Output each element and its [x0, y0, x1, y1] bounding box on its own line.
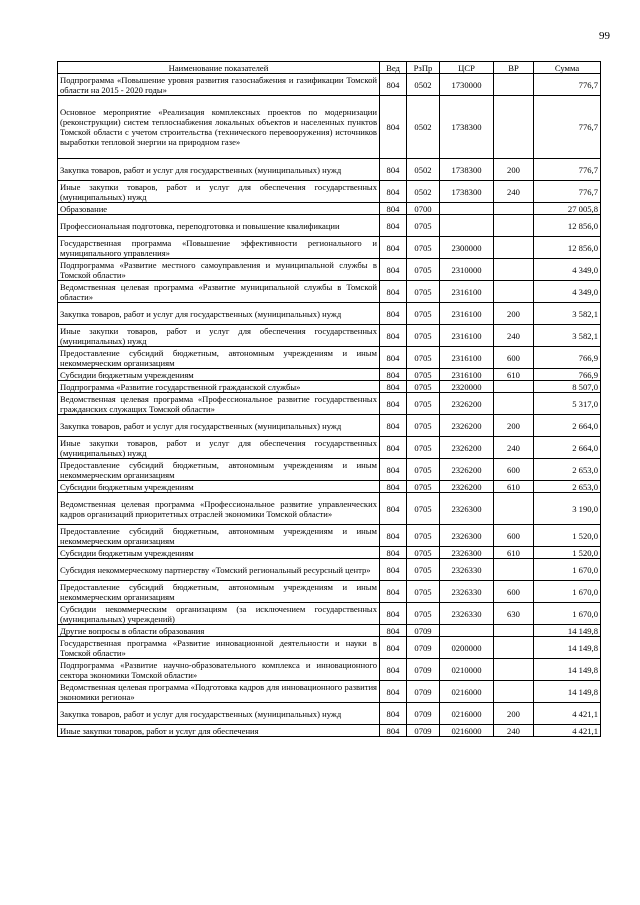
- cell-rzpr: 0705: [407, 393, 440, 415]
- cell-name: Иные закупки товаров, работ и услуг для обеспечения государственных (муниципальных) нужд: [58, 181, 380, 203]
- cell-csr: 2316100: [440, 325, 494, 347]
- cell-ved: 804: [380, 96, 407, 159]
- cell-csr: [440, 215, 494, 237]
- cell-name: Подпрограмма «Развитие государственной гражданской службы»: [58, 381, 380, 393]
- cell-rzpr: 0705: [407, 415, 440, 437]
- cell-name: Субсидии бюджетным учреждениям: [58, 369, 380, 381]
- cell-name: Закупка товаров, работ и услуг для государственных (муниципальных) нужд: [58, 703, 380, 725]
- cell-sum: 776,7: [534, 74, 601, 96]
- cell-sum: 5 317,0: [534, 393, 601, 415]
- cell-ved: 804: [380, 581, 407, 603]
- cell-csr: 0210000: [440, 659, 494, 681]
- cell-sum: 776,7: [534, 159, 601, 181]
- cell-vr: [494, 381, 534, 393]
- cell-ved: 804: [380, 625, 407, 637]
- cell-rzpr: 0705: [407, 525, 440, 547]
- cell-ved: 804: [380, 703, 407, 725]
- table-row: [58, 547, 601, 559]
- cell-csr: 2326330: [440, 581, 494, 603]
- cell-vr: 200: [494, 703, 534, 725]
- table-row: [58, 493, 601, 525]
- table-row: [58, 159, 601, 181]
- cell-sum: 27 005,8: [534, 203, 601, 215]
- cell-sum: 4 421,1: [534, 725, 601, 737]
- cell-rzpr: 0502: [407, 181, 440, 203]
- cell-vr: [494, 493, 534, 525]
- table-row: [58, 325, 601, 347]
- page-number: 99: [599, 30, 610, 42]
- cell-vr: 600: [494, 459, 534, 481]
- cell-ved: 804: [380, 415, 407, 437]
- cell-name: Образование: [58, 203, 380, 215]
- cell-rzpr: 0502: [407, 74, 440, 96]
- cell-csr: 2326330: [440, 559, 494, 581]
- table-body: [58, 74, 601, 737]
- cell-vr: [494, 237, 534, 259]
- table-row: [58, 347, 601, 369]
- header-sum: Сумма: [534, 62, 601, 74]
- table-row: [58, 681, 601, 703]
- cell-vr: [494, 393, 534, 415]
- cell-sum: 12 856,0: [534, 215, 601, 237]
- cell-vr: 240: [494, 437, 534, 459]
- cell-name: Государственная программа «Развитие инновационной деятельности и науки в Томской области»: [58, 637, 380, 659]
- cell-name: Подпрограмма «Развитие местного самоуправления и муниципальной службы в Томской области»: [58, 259, 380, 281]
- cell-name: Субсидии бюджетным учреждениям: [58, 481, 380, 493]
- cell-vr: 240: [494, 725, 534, 737]
- cell-csr: 2316100: [440, 303, 494, 325]
- cell-rzpr: 0705: [407, 281, 440, 303]
- cell-sum: 766,9: [534, 347, 601, 369]
- cell-csr: 0216000: [440, 681, 494, 703]
- cell-ved: 804: [380, 603, 407, 625]
- cell-rzpr: 0705: [407, 547, 440, 559]
- cell-csr: 2300000: [440, 237, 494, 259]
- cell-sum: 3 582,1: [534, 325, 601, 347]
- cell-sum: 776,7: [534, 181, 601, 203]
- table-row: [58, 203, 601, 215]
- cell-sum: 14 149,8: [534, 681, 601, 703]
- cell-csr: [440, 625, 494, 637]
- cell-csr: 0216000: [440, 703, 494, 725]
- cell-rzpr: 0709: [407, 625, 440, 637]
- header-vr: ВР: [494, 62, 534, 74]
- cell-csr: 2326200: [440, 415, 494, 437]
- cell-rzpr: 0705: [407, 325, 440, 347]
- cell-vr: 600: [494, 581, 534, 603]
- cell-vr: 610: [494, 547, 534, 559]
- cell-name: Иные закупки товаров, работ и услуг для обеспечения государственных (муниципальных) нужд: [58, 325, 380, 347]
- cell-rzpr: 0705: [407, 215, 440, 237]
- cell-vr: [494, 259, 534, 281]
- cell-csr: 1738300: [440, 96, 494, 159]
- cell-csr: 2326200: [440, 481, 494, 493]
- cell-sum: 3 190,0: [534, 493, 601, 525]
- table-row: [58, 437, 601, 459]
- table-row: [58, 603, 601, 625]
- cell-sum: 8 507,0: [534, 381, 601, 393]
- cell-csr: 2326300: [440, 493, 494, 525]
- cell-name: Субсидии некоммерческим организациям (за исключением государственных (муниципальных) учреждений): [58, 603, 380, 625]
- table-row: [58, 303, 601, 325]
- cell-name: Субсидии бюджетным учреждениям: [58, 547, 380, 559]
- table-row: [58, 581, 601, 603]
- cell-ved: 804: [380, 325, 407, 347]
- cell-name: Закупка товаров, работ и услуг для государственных (муниципальных) нужд: [58, 415, 380, 437]
- cell-vr: [494, 681, 534, 703]
- cell-rzpr: 0709: [407, 659, 440, 681]
- cell-rzpr: 0502: [407, 159, 440, 181]
- cell-name: Предоставление субсидий бюджетным, автономным учреждениям и иным некоммерческим организациям: [58, 581, 380, 603]
- cell-name: Закупка товаров, работ и услуг для государственных (муниципальных) нужд: [58, 159, 380, 181]
- cell-rzpr: 0705: [407, 381, 440, 393]
- cell-csr: 2326330: [440, 603, 494, 625]
- cell-csr: [440, 203, 494, 215]
- table-row: [58, 559, 601, 581]
- cell-ved: 804: [380, 547, 407, 559]
- cell-csr: 0200000: [440, 637, 494, 659]
- cell-sum: 2 653,0: [534, 481, 601, 493]
- cell-rzpr: 0705: [407, 459, 440, 481]
- cell-name: Ведомственная целевая программа «Профессиональное развитие управленческих кадров организаций приоритетных отраслей экономики Томской области»: [58, 493, 380, 525]
- table-row: [58, 659, 601, 681]
- cell-vr: [494, 74, 534, 96]
- cell-csr: 2316100: [440, 281, 494, 303]
- cell-name: Ведомственная целевая программа «Развитие муниципальной службы в Томской области»: [58, 281, 380, 303]
- cell-name: Иные закупки товаров, работ и услуг для обеспечения: [58, 725, 380, 737]
- cell-vr: 200: [494, 303, 534, 325]
- cell-sum: 4 349,0: [534, 281, 601, 303]
- cell-csr: 1738300: [440, 159, 494, 181]
- cell-name: Профессиональная подготовка, переподготовка и повышение квалификации: [58, 215, 380, 237]
- cell-sum: 2 653,0: [534, 459, 601, 481]
- table-header-row: [58, 62, 601, 74]
- table-row: [58, 637, 601, 659]
- cell-csr: 2326200: [440, 437, 494, 459]
- cell-ved: 804: [380, 203, 407, 215]
- cell-ved: 804: [380, 303, 407, 325]
- cell-csr: 2316100: [440, 347, 494, 369]
- cell-vr: 610: [494, 481, 534, 493]
- cell-rzpr: 0705: [407, 369, 440, 381]
- cell-name: Закупка товаров, работ и услуг для государственных (муниципальных) нужд: [58, 303, 380, 325]
- cell-vr: [494, 215, 534, 237]
- cell-name: Государственная программа «Повышение эффективности регионального и муниципального управления»: [58, 237, 380, 259]
- table-row: [58, 237, 601, 259]
- table-row: [58, 725, 601, 737]
- cell-sum: 776,7: [534, 96, 601, 159]
- cell-ved: 804: [380, 237, 407, 259]
- cell-csr: 2326200: [440, 393, 494, 415]
- cell-ved: 804: [380, 159, 407, 181]
- cell-vr: [494, 625, 534, 637]
- cell-sum: 766,9: [534, 369, 601, 381]
- cell-vr: 200: [494, 159, 534, 181]
- cell-vr: [494, 96, 534, 159]
- cell-name: Ведомственная целевая программа «Профессиональное развитие государственных гражданских служащих Томской области»: [58, 393, 380, 415]
- cell-csr: 2326300: [440, 525, 494, 547]
- cell-sum: 1 670,0: [534, 603, 601, 625]
- table-row: [58, 281, 601, 303]
- cell-rzpr: 0700: [407, 203, 440, 215]
- cell-vr: [494, 203, 534, 215]
- table-row: [58, 215, 601, 237]
- cell-ved: 804: [380, 369, 407, 381]
- cell-vr: 610: [494, 369, 534, 381]
- cell-sum: 14 149,8: [534, 637, 601, 659]
- cell-csr: 2320000: [440, 381, 494, 393]
- cell-name: Подпрограмма «Развитие научно-образовательного комплекса и инновационного сектора экономики Томской области»: [58, 659, 380, 681]
- header-rzpr: РзПр: [407, 62, 440, 74]
- cell-name: Предоставление субсидий бюджетным, автономным учреждениям и иным некоммерческим организациям: [58, 525, 380, 547]
- cell-csr: 2316100: [440, 369, 494, 381]
- cell-rzpr: 0709: [407, 637, 440, 659]
- cell-name: Другие вопросы в области образования: [58, 625, 380, 637]
- cell-sum: 2 664,0: [534, 437, 601, 459]
- cell-rzpr: 0705: [407, 559, 440, 581]
- cell-rzpr: 0705: [407, 603, 440, 625]
- cell-vr: 600: [494, 525, 534, 547]
- cell-vr: [494, 281, 534, 303]
- cell-ved: 804: [380, 259, 407, 281]
- cell-csr: 2326200: [440, 459, 494, 481]
- header-csr: ЦСР: [440, 62, 494, 74]
- cell-ved: 804: [380, 525, 407, 547]
- cell-ved: 804: [380, 637, 407, 659]
- table-row: [58, 625, 601, 637]
- cell-rzpr: 0709: [407, 703, 440, 725]
- cell-vr: 240: [494, 181, 534, 203]
- cell-ved: 804: [380, 437, 407, 459]
- cell-ved: 804: [380, 681, 407, 703]
- cell-ved: 804: [380, 281, 407, 303]
- table-row: [58, 96, 601, 159]
- cell-ved: 804: [380, 393, 407, 415]
- cell-rzpr: 0502: [407, 96, 440, 159]
- cell-rzpr: 0705: [407, 347, 440, 369]
- cell-ved: 804: [380, 493, 407, 525]
- cell-sum: 2 664,0: [534, 415, 601, 437]
- table-row: [58, 181, 601, 203]
- cell-sum: 4 421,1: [534, 703, 601, 725]
- cell-sum: 14 149,8: [534, 625, 601, 637]
- cell-name: Предоставление субсидий бюджетным, автономным учреждениям и иным некоммерческим организациям: [58, 347, 380, 369]
- cell-name: Подпрограмма «Повышение уровня развития газоснабжения и газификации Томской области на 2015 - 2020 годы»: [58, 74, 380, 96]
- cell-csr: 2326300: [440, 547, 494, 559]
- cell-rzpr: 0705: [407, 259, 440, 281]
- table-row: [58, 459, 601, 481]
- cell-sum: 1 670,0: [534, 581, 601, 603]
- table-row: [58, 703, 601, 725]
- cell-rzpr: 0705: [407, 437, 440, 459]
- cell-sum: 1 670,0: [534, 559, 601, 581]
- cell-ved: 804: [380, 347, 407, 369]
- cell-ved: 804: [380, 181, 407, 203]
- cell-ved: 804: [380, 74, 407, 96]
- cell-sum: 3 582,1: [534, 303, 601, 325]
- table-row: [58, 259, 601, 281]
- cell-rzpr: 0705: [407, 493, 440, 525]
- cell-name: Предоставление субсидий бюджетным, автономным учреждениям и иным некоммерческим организациям: [58, 459, 380, 481]
- cell-sum: 4 349,0: [534, 259, 601, 281]
- cell-rzpr: 0705: [407, 481, 440, 493]
- cell-ved: 804: [380, 215, 407, 237]
- cell-vr: 200: [494, 415, 534, 437]
- table-row: [58, 381, 601, 393]
- cell-vr: [494, 659, 534, 681]
- cell-name: Иные закупки товаров, работ и услуг для обеспечения государственных (муниципальных) нужд: [58, 437, 380, 459]
- cell-csr: 1738300: [440, 181, 494, 203]
- cell-ved: 804: [380, 459, 407, 481]
- cell-rzpr: 0705: [407, 303, 440, 325]
- cell-rzpr: 0705: [407, 581, 440, 603]
- cell-csr: 0216000: [440, 725, 494, 737]
- cell-csr: 1730000: [440, 74, 494, 96]
- cell-rzpr: 0705: [407, 237, 440, 259]
- cell-sum: 1 520,0: [534, 525, 601, 547]
- table-row: [58, 525, 601, 547]
- cell-ved: 804: [380, 559, 407, 581]
- cell-vr: 240: [494, 325, 534, 347]
- cell-ved: 804: [380, 481, 407, 493]
- cell-ved: 804: [380, 659, 407, 681]
- cell-name: Ведомственная целевая программа «Подготовка кадров для инновационного развития экономики региона»: [58, 681, 380, 703]
- cell-rzpr: 0709: [407, 681, 440, 703]
- cell-ved: 804: [380, 725, 407, 737]
- cell-vr: [494, 559, 534, 581]
- table-row: [58, 415, 601, 437]
- table-row: [58, 369, 601, 381]
- header-ved: Вед: [380, 62, 407, 74]
- cell-sum: 1 520,0: [534, 547, 601, 559]
- cell-sum: 14 149,8: [534, 659, 601, 681]
- table-row: [58, 74, 601, 96]
- cell-ved: 804: [380, 381, 407, 393]
- cell-vr: 630: [494, 603, 534, 625]
- header-name: Наименование показателей: [58, 62, 380, 74]
- cell-vr: 600: [494, 347, 534, 369]
- cell-csr: 2310000: [440, 259, 494, 281]
- cell-sum: 12 856,0: [534, 237, 601, 259]
- table-row: [58, 481, 601, 493]
- cell-vr: [494, 637, 534, 659]
- cell-name: Основное мероприятие «Реализация комплексных проектов по модернизации (реконструкции) систем теплоснабжения локальных объектов и населенных пунктов Томской области с учетом строительства (технического перевооружения) источников выработки тепловой энергии на природном газе»: [58, 96, 380, 159]
- table-row: [58, 393, 601, 415]
- cell-name: Субсидия некоммерческому партнерству «Томский региональный ресурсный центр»: [58, 559, 380, 581]
- budget-table: [57, 61, 601, 737]
- cell-rzpr: 0709: [407, 725, 440, 737]
